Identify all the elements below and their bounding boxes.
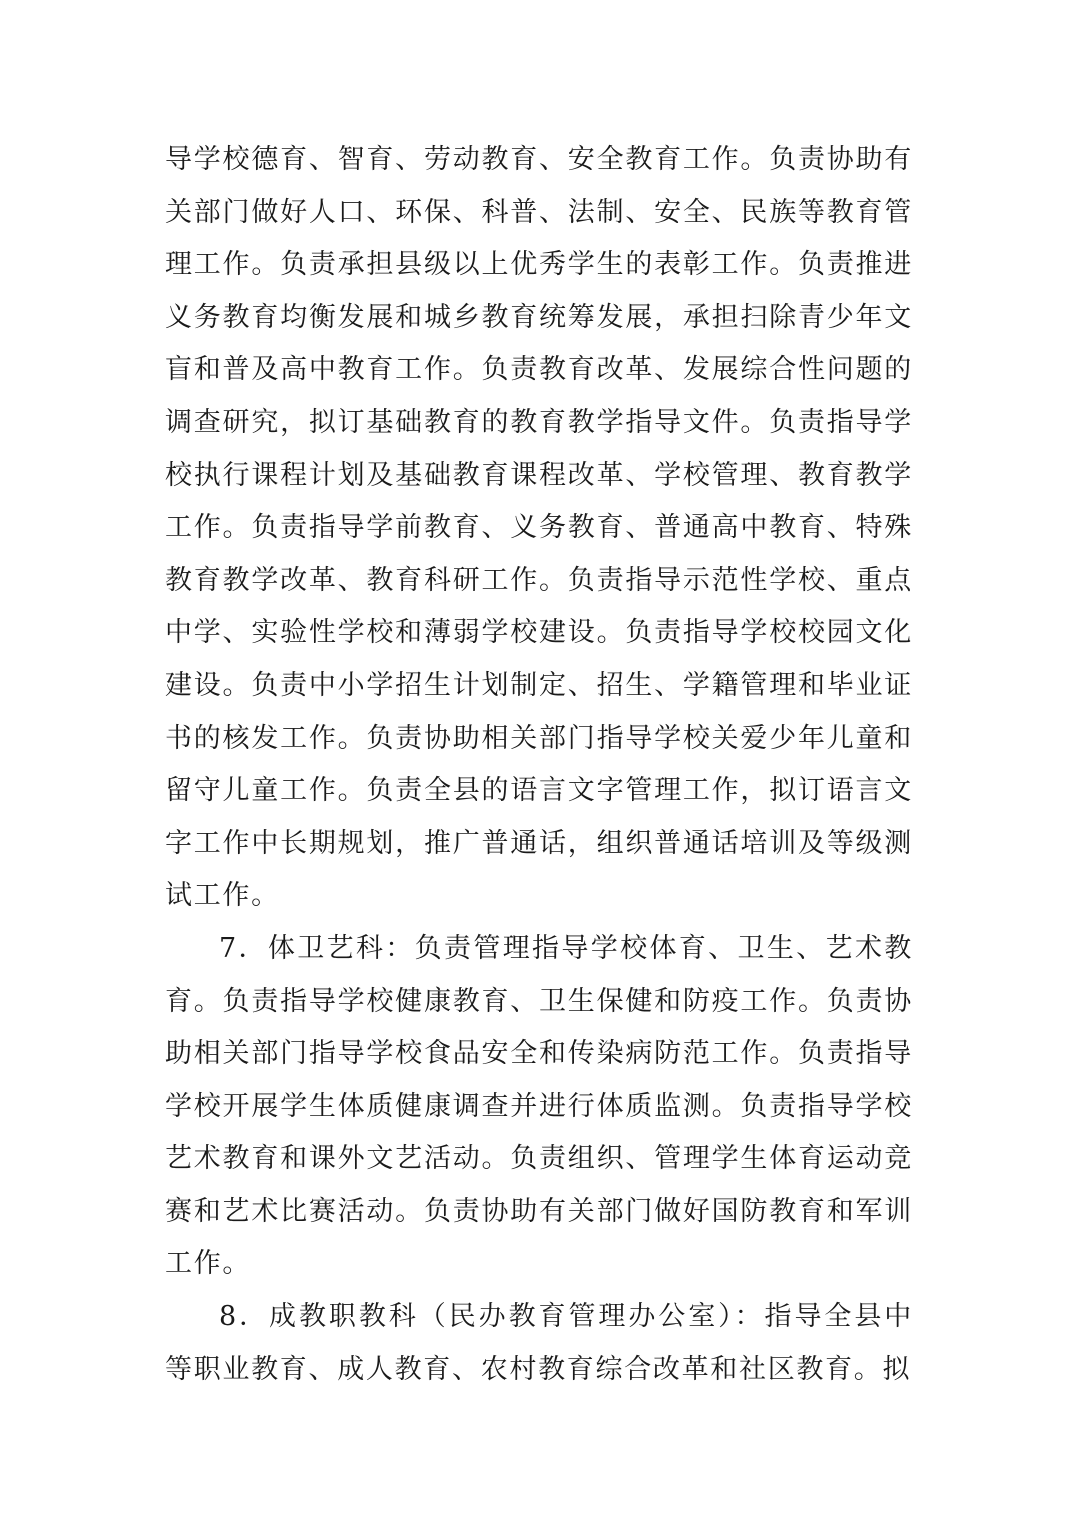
document-page [165,134,913,1396]
paragraph-section-8: 8．成教职教科（民办教育管理办公室）：指导全县中等职业教育、成人教育、农村教育综合改革和社区教育。拟 [165,1301,913,1385]
paragraph-continuation: 导学校德育、智育、劳动教育、安全教育工作。负责协助有关部门做好人口、环保、科普、法制、安全、民族等教育管理工作。负责承担县级以上优秀学生的表彰工作。负责推进义务教育均衡发展和城乡教育统筹发展，承担扫除青少年文盲和普及高中教育工作。负责教育改革、发展综合性问题的调查研究，拟订基础教育的教育教学指导文件。负责指导学校执行课程计划及基础教育课程改革、学校管理、教育教学工作。负责指导学前教育、义务教育、普通高中教育、特殊教育教学改革、教育科研工作。负责指导示范性学校、重点中学、实验性学校和薄弱学校建设。负责指导学校校园文化建设。负责中小学招生计划制定、招生、学籍管理和毕业证书的核发工作。负责协助相关部门指导学校关爱少年儿童和留守儿童工作。负责全县的语言文字管理工作，拟订语言文字工作中长期规划，推广普通话，组织普通话培训及等级测试工作。 [165,144,913,912]
paragraph-section-7: 7．体卫艺科：负责管理指导学校体育、卫生、艺术教育。负责指导学校健康教育、卫生保健和防疫工作。负责协助相关部门指导学校食品安全和传染病防范工作。负责指导学校开展学生体质健康调查并进行体质监测。负责指导学校艺术教育和课外文艺活动。负责组织、管理学生体育运动竞赛和艺术比赛活动。负责协助有关部门做好国防教育和军训工作。 [165,932,913,1280]
